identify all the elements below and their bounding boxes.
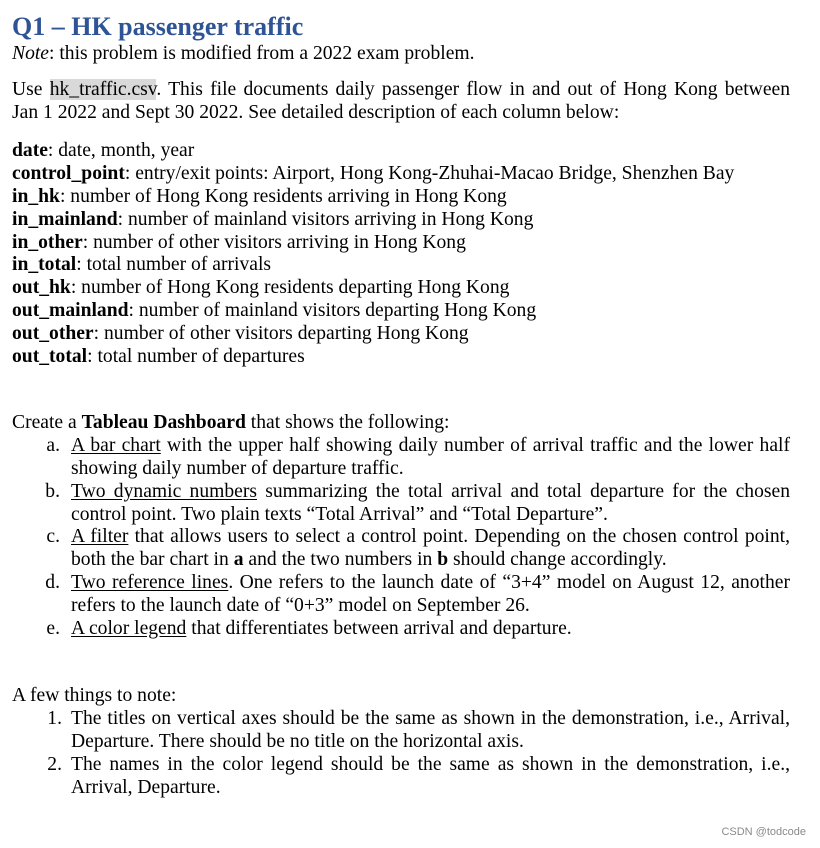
- field-row: [12, 277, 790, 300]
- item-line-2-d: should change accordingly.: [448, 549, 667, 571]
- note-line-1: The titles on vertical axes should be the same as shown in the demonstration, i.e., Arrival,: [71, 708, 790, 730]
- intro-line-2: Jan 1 2022 and Sept 30 2022. See detailed description of each column below:: [12, 101, 620, 123]
- item-underlined: A color legend: [71, 617, 187, 639]
- list-item: [12, 754, 790, 800]
- field-desc: : total number of departures: [87, 345, 305, 367]
- column-field-list: [12, 140, 790, 368]
- item-line-1-rest: . One refers to the launch date of “3+4” model on August 12, another: [228, 571, 790, 593]
- item-underlined: Two reference lines: [71, 571, 229, 593]
- item-underlined: Two dynamic numbers: [71, 480, 257, 502]
- list-marker: d.: [45, 571, 60, 593]
- list-marker: e.: [46, 617, 60, 639]
- list-item: [12, 481, 790, 527]
- item-line-1-rest: that differentiates between arrival and departure.: [186, 617, 572, 639]
- field-name: out_mainland: [12, 299, 129, 321]
- list-item: [12, 708, 790, 754]
- task-list: [12, 435, 790, 640]
- item-line-2-bold-b: b: [437, 549, 449, 571]
- intro-line-1-rest: . This file documents daily passenger flow in and out of Hong Kong between: [156, 78, 791, 100]
- watermark: CSDN @todcode: [721, 826, 806, 838]
- task-suffix: that shows the following:: [245, 412, 450, 434]
- field-row: [12, 300, 790, 323]
- item-line-2: [71, 549, 790, 572]
- notes-list: [12, 708, 790, 799]
- item-line-1: [71, 435, 790, 458]
- list-item: [12, 572, 790, 618]
- note-line-2: Arrival, Departure.: [71, 776, 221, 798]
- notes-intro: A few things to note:: [12, 685, 177, 707]
- field-row: [12, 346, 790, 369]
- page-title: Q1 – HK passenger traffic: [12, 12, 304, 41]
- field-row: [12, 323, 790, 346]
- field-desc: : date, month, year: [47, 140, 195, 162]
- note-text: : this problem is modified from a 2022 exam problem.: [49, 43, 475, 64]
- item-line-1-rest: summarizing the total arrival and total departure for the chosen: [257, 480, 790, 502]
- field-desc: : total number of arrivals: [76, 254, 272, 276]
- field-desc: : number of Hong Kong residents arriving in Hong Kong: [59, 185, 507, 207]
- list-marker: a.: [46, 435, 60, 457]
- item-line-1: [71, 481, 790, 504]
- filename-highlight: hk_traffic.csv: [49, 78, 157, 100]
- list-marker: 2.: [47, 753, 62, 775]
- item-line-2-c: and the two numbers in: [243, 549, 438, 571]
- field-name: control_point: [12, 163, 125, 185]
- field-name: in_hk: [12, 185, 60, 207]
- field-row: [12, 163, 790, 186]
- item-line-2-bold-a: a: [233, 549, 244, 571]
- field-name: out_total: [12, 345, 88, 367]
- item-underlined: A filter: [71, 526, 129, 548]
- field-desc: : number of mainland visitors arriving in Hong Kong: [117, 208, 534, 230]
- field-row: [12, 232, 790, 255]
- list-item: [12, 526, 790, 572]
- item-line-2: refers to the launch date of “0+3” model on September 26.: [71, 594, 530, 616]
- field-desc: : number of other visitors arriving in Hong Kong: [82, 231, 466, 253]
- field-name: out_other: [12, 322, 94, 344]
- field-name: in_total: [12, 254, 77, 276]
- document-page: [12, 0, 790, 799]
- field-desc: : entry/exit points: Airport, Hong Kong-Zhuhai-Macao Bridge, Shenzhen Bay: [124, 163, 735, 185]
- note-label: Note: [12, 43, 50, 64]
- field-name: out_hk: [12, 277, 71, 299]
- list-marker: c.: [46, 526, 60, 548]
- list-item: [12, 618, 790, 641]
- note-line-2: Departure. There should be no title on the horizontal axis.: [71, 730, 524, 752]
- field-desc: : number of Hong Kong residents departing Hong Kong: [70, 277, 510, 299]
- item-line-1: [71, 572, 790, 595]
- task-prefix: Create a: [12, 412, 82, 434]
- intro-prefix: Use: [12, 78, 50, 100]
- field-row: [12, 254, 790, 277]
- item-underlined: A bar chart: [71, 435, 161, 457]
- field-desc: : number of mainland visitors departing Hong Kong: [128, 299, 537, 321]
- field-name: in_mainland: [12, 208, 118, 230]
- field-row: [12, 209, 790, 232]
- intro-line-1: [12, 79, 790, 102]
- field-name: date: [12, 140, 48, 162]
- task-bold: Tableau Dashboard: [81, 412, 246, 434]
- list-marker: b.: [45, 480, 60, 502]
- item-line-2-a: both the bar chart in: [71, 549, 234, 571]
- note-line: [12, 43, 790, 66]
- item-line-1-rest: with the upper half showing daily number of arrival traffic and the lower half: [160, 435, 790, 457]
- field-name: in_other: [12, 231, 83, 253]
- field-row: [12, 140, 790, 163]
- note-line-1: The names in the color legend should be the same as shown in the demonstration, i.e.,: [71, 753, 790, 775]
- item-line-1: [71, 526, 790, 549]
- item-line-2: showing daily number of departure traffic.: [71, 457, 404, 479]
- item-line-1: [71, 618, 790, 641]
- intro-paragraph: [12, 79, 790, 125]
- list-item: [12, 435, 790, 481]
- list-marker: 1.: [47, 708, 62, 730]
- field-desc: : number of other visitors departing Hong Kong: [93, 322, 469, 344]
- item-line-1-rest: that allows users to select a control point. Depending on the chosen control point,: [128, 526, 790, 548]
- item-line-2: control point. Two plain texts “Total Arrival” and “Total Departure”.: [71, 503, 608, 525]
- task-intro: [12, 412, 790, 435]
- field-row: [12, 186, 790, 209]
